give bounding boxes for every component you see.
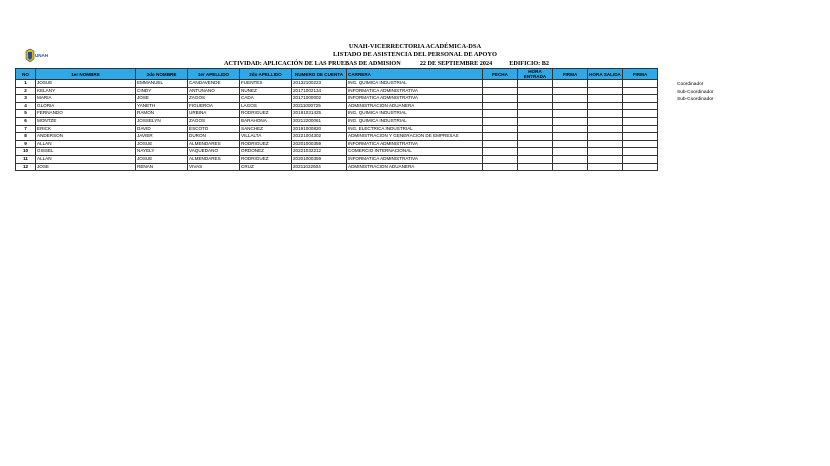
cell-signature-in [553, 155, 588, 163]
table-row [16, 163, 658, 171]
cell-first-name: KELANY [36, 87, 136, 95]
table-row [16, 125, 658, 133]
cell-exit-time [588, 140, 623, 148]
cell-first-surname: ANTUNANO [188, 87, 240, 95]
cell-signature-out [623, 125, 658, 133]
cell-no: 2 [16, 87, 36, 95]
cell-account-number: 20171000002 [292, 95, 347, 103]
cell-date [483, 102, 518, 110]
cell-date [483, 117, 518, 125]
cell-first-surname: ALMENDARES [188, 140, 240, 148]
cell-second-surname: CRUZ [240, 163, 292, 171]
cell-signature-out [623, 133, 658, 141]
cell-date [483, 148, 518, 156]
cell-second-name: CINDY [136, 87, 188, 95]
cell-date [483, 110, 518, 118]
cell-signature-in [553, 133, 588, 141]
cell-first-name: JOSUE [36, 80, 136, 88]
cell-date [483, 95, 518, 103]
activity-label: ACTIVIDAD: APLICACIÓN DE LAS PRUEBAS DE ADMISION [224, 60, 401, 67]
cell-signature-in [553, 87, 588, 95]
col-first-name: 1er NOMBRE [36, 69, 136, 80]
cell-account-number: 20211022604 [292, 163, 347, 171]
cell-first-surname: CANDAVENDE [188, 80, 240, 88]
cell-first-name: ALLAN [36, 155, 136, 163]
col-signature-out: FIRMA [623, 69, 658, 80]
cell-date [483, 125, 518, 133]
col-exit-time: HORA SALIDA [588, 69, 623, 80]
cell-first-name: ERICK [36, 125, 136, 133]
cell-exit-time [588, 110, 623, 118]
cell-signature-in [553, 80, 588, 88]
cell-first-name: ANDERSON [36, 133, 136, 141]
cell-career: ING. QUIMICA INDUSTRIAL [347, 117, 483, 125]
cell-signature-out [623, 117, 658, 125]
cell-exit-time [588, 133, 623, 141]
cell-account-number: 20191000820 [292, 125, 347, 133]
cell-second-name: DAVID [136, 125, 188, 133]
cell-career: ADMINISTRACION Y GENERACION DE EMPRESAS [347, 133, 483, 141]
cell-entry-time [518, 102, 553, 110]
cell-signature-in [553, 117, 588, 125]
cell-no: 3 [16, 95, 36, 103]
col-career: CARRERA [347, 69, 483, 80]
cell-entry-time [518, 140, 553, 148]
table-header-row [16, 69, 658, 80]
cell-signature-in [553, 110, 588, 118]
cell-signature-out [623, 95, 658, 103]
cell-entry-time [518, 110, 553, 118]
cell-account-number: 20201000359 [292, 155, 347, 163]
cell-second-name: RENAN [136, 163, 188, 171]
cell-career: INFORMATICA ADMINISTRATIVA [347, 95, 483, 103]
cell-second-name: JOSUE [136, 155, 188, 163]
col-second-name: 2do NOMBRE [136, 69, 188, 80]
cell-first-surname: DURON [188, 133, 240, 141]
cell-signature-in [553, 140, 588, 148]
cell-career: ING. QUIMICA INDUSTRIAL [347, 110, 483, 118]
cell-signature-out [623, 140, 658, 148]
cell-signature-out [623, 148, 658, 156]
cell-second-surname: ORDONEZ [240, 148, 292, 156]
svg-text:UNAH: UNAH [35, 53, 48, 58]
cell-exit-time [588, 148, 623, 156]
cell-second-surname: BARAHONA [240, 117, 292, 125]
cell-account-number: 20201000359 [292, 140, 347, 148]
cell-no: 1 [16, 80, 36, 88]
cell-no: 4 [16, 102, 36, 110]
activity-line [224, 60, 549, 67]
cell-first-surname: FIGUEROA [188, 102, 240, 110]
table-row [16, 87, 658, 95]
table-row [16, 110, 658, 118]
cell-career: ING. QUIMICA INDUSTRIAL [347, 80, 483, 88]
cell-second-surname: RODRIGUEZ [240, 155, 292, 163]
cell-first-name: MARIA [36, 95, 136, 103]
table-row [16, 133, 658, 141]
cell-entry-time [518, 133, 553, 141]
table-row [16, 102, 658, 110]
cell-signature-out [623, 87, 658, 95]
cell-exit-time [588, 125, 623, 133]
col-account-number: NUMERO DE CUENTA [292, 69, 347, 80]
cell-career: INFORMATICA ADMINISTRATIVA [347, 155, 483, 163]
cell-first-surname: URBINA [188, 110, 240, 118]
cell-entry-time [518, 87, 553, 95]
cell-signature-out [623, 163, 658, 171]
activity-date: 22 DE SEPTIEMBRE 2024 [419, 60, 493, 67]
cell-signature-in [553, 125, 588, 133]
col-second-surname: 2do APELLIDO [240, 69, 292, 80]
cell-career: INFORMATICA ADMINISTRATIVA [347, 87, 483, 95]
cell-first-surname: VAQUEDANO [188, 148, 240, 156]
cell-entry-time [518, 80, 553, 88]
table-row [16, 80, 658, 88]
cell-second-surname: RODRIGUEZ [240, 140, 292, 148]
cell-second-surname: LAGOS [240, 102, 292, 110]
col-first-surname: 1er APELLIDO [188, 69, 240, 80]
cell-second-surname: SANCHEZ [240, 125, 292, 133]
cell-account-number: 20221032212 [292, 148, 347, 156]
cell-no: 5 [16, 110, 36, 118]
report-title: UNAH-VICERRECTORIA ACADÉMICA-DSA [348, 43, 482, 50]
cell-no: 6 [16, 117, 36, 125]
cell-first-name: JOSE [36, 163, 136, 171]
cell-second-name: JAVIER [136, 133, 188, 141]
cell-first-surname: ZAGOS [188, 117, 240, 125]
cell-signature-out [623, 110, 658, 118]
cell-date [483, 163, 518, 171]
cell-first-name: MONTZE [36, 117, 136, 125]
cell-career: COMERCIO INTERNACIONAL [347, 148, 483, 156]
cell-no: 12 [16, 163, 36, 171]
cell-first-surname: ESCOTO [188, 125, 240, 133]
cell-entry-time [518, 148, 553, 156]
cell-career: INFORMATICA ADMINISTRATIVA [347, 140, 483, 148]
table-row [16, 155, 658, 163]
cell-account-number: 20221004302 [292, 133, 347, 141]
cell-exit-time [588, 102, 623, 110]
report-subtitle: LISTADO DE ASISTENCIA DEL PERSONAL DE APOYO [333, 51, 497, 58]
cell-account-number: 20171002134 [292, 87, 347, 95]
col-date: FECHA [483, 69, 518, 80]
cell-second-name: JOSUE [136, 140, 188, 148]
cell-exit-time [588, 117, 623, 125]
cell-date [483, 80, 518, 88]
cell-entry-time [518, 95, 553, 103]
cell-career: ING. ELECTRICA INDUSTRIAL [347, 125, 483, 133]
cell-exit-time [588, 155, 623, 163]
table-row [16, 140, 658, 148]
role-coordinator: Coordinador [677, 82, 704, 87]
cell-no: 11 [16, 155, 36, 163]
cell-account-number: 20212200061 [292, 117, 347, 125]
cell-no: 7 [16, 125, 36, 133]
cell-second-name: YANETH [136, 102, 188, 110]
cell-entry-time [518, 155, 553, 163]
cell-first-name: ALLAN [36, 140, 136, 148]
cell-date [483, 155, 518, 163]
cell-signature-out [623, 155, 658, 163]
cell-entry-time [518, 125, 553, 133]
cell-no: 10 [16, 148, 36, 156]
cell-first-surname: VIVAS [188, 163, 240, 171]
cell-signature-in [553, 163, 588, 171]
cell-date [483, 140, 518, 148]
attendance-table [15, 68, 658, 171]
cell-signature-in [553, 95, 588, 103]
cell-second-name: EMMANUEL [136, 80, 188, 88]
cell-second-surname: FUENTES [240, 80, 292, 88]
cell-date [483, 87, 518, 95]
cell-exit-time [588, 87, 623, 95]
cell-exit-time [588, 95, 623, 103]
cell-second-surname: RODRIGUEZ [240, 110, 292, 118]
role-notes [677, 81, 714, 104]
cell-second-surname: VILLALTA [240, 133, 292, 141]
role-subcoordinator: Sub-Coordinador [677, 89, 714, 95]
col-entry-time: HORA ENTRADA [518, 69, 553, 80]
col-no: NO [16, 69, 36, 80]
role-subcoordinator: Sub-Coordinador [677, 97, 714, 102]
col-signature-in: FIRMA [553, 69, 588, 80]
cell-career: ADMINISTRACION ADUANERA [347, 163, 483, 171]
cell-entry-time [518, 117, 553, 125]
cell-account-number: 20211000725 [292, 102, 347, 110]
cell-account-number: 20191031425 [292, 110, 347, 118]
cell-signature-out [623, 102, 658, 110]
table-row [16, 117, 658, 125]
cell-second-name: NAYELY [136, 148, 188, 156]
cell-second-surname: NUNEZ [240, 87, 292, 95]
cell-first-surname: ALMENDARES [188, 155, 240, 163]
cell-date [483, 133, 518, 141]
cell-exit-time [588, 80, 623, 88]
cell-second-name: JOSSELYN [136, 117, 188, 125]
cell-account-number: 20132100223 [292, 80, 347, 88]
cell-entry-time [518, 163, 553, 171]
cell-first-name: FERNANDO [36, 110, 136, 118]
cell-signature-in [553, 102, 588, 110]
cell-second-surname: CADA [240, 95, 292, 103]
cell-second-name: JOSE [136, 95, 188, 103]
cell-second-name: RAMON [136, 110, 188, 118]
cell-no: 8 [16, 133, 36, 141]
building-label: EDIFICIO: B2 [509, 60, 549, 67]
cell-first-name: GISSEL [36, 148, 136, 156]
cell-first-surname: ZAGOS [188, 95, 240, 103]
cell-signature-out [623, 80, 658, 88]
table-row [16, 95, 658, 103]
cell-exit-time [588, 163, 623, 171]
cell-no: 9 [16, 140, 36, 148]
cell-career: ADMINISTRACION ADUANERA [347, 102, 483, 110]
cell-signature-in [553, 148, 588, 156]
table-row [16, 148, 658, 156]
cell-first-name: GLORIA [36, 102, 136, 110]
